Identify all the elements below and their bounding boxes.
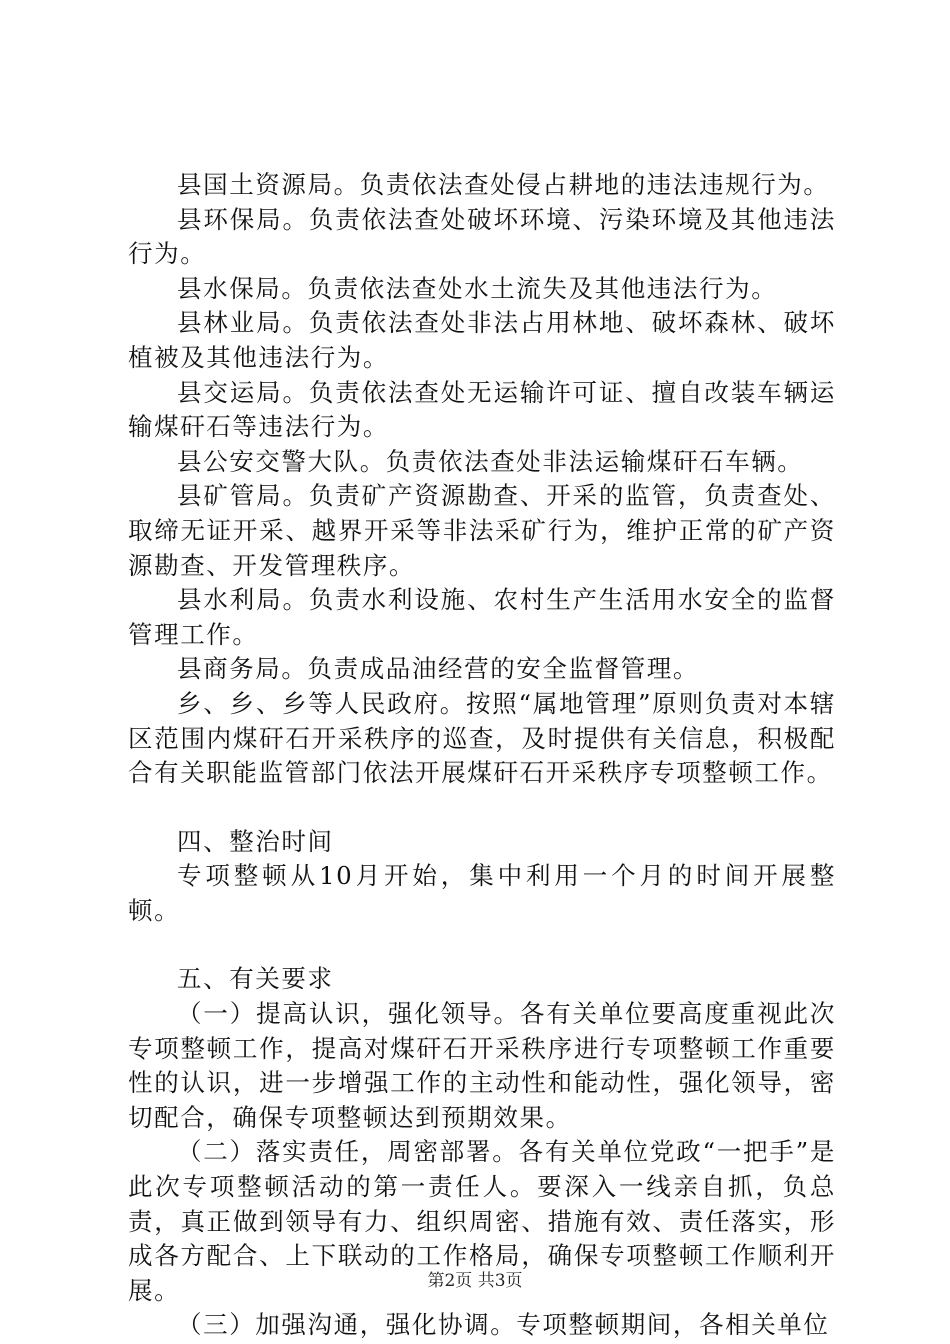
paragraph-traffic-police: 县公安交警大队。负责依法查处非法运输煤矸石车辆。 [177,446,804,476]
paragraph-transport-bureau: 县交运局。负责依法查处无运输许可证、擅自改装车辆运输煤矸石等违法行为。 [128,377,836,442]
page-number-footer: 第2页 共3页 [427,1271,523,1291]
section-gap [128,928,836,962]
paragraph-water-bureau: 县水利局。负责水利设施、农村生产生活用水安全的监督管理工作。 [128,585,836,649]
section-5-item-1: （一）提高认识，强化领导。各有关单位要高度重视此次专项整顿工作，提高对煤矸石开采秩序进行专项整顿工作重要性的认识，进一步增强工作的主动性和能动性，强化领导，密切配合，确保专项整顿达到预期效果。 [128,999,836,1132]
section-5-item-3: （三）加强沟通，强化协调。专项整顿期间，各相关单位 [177,1310,830,1340]
paragraph-township-governments: 乡、乡、乡等人民政府。按照“属地管理”原则负责对本辖区范围内煤矸石开采秩序的巡查，及时提供有关信息，积极配合有关职能监管部门依法开展煤矸石开采秩序专项整顿工作。 [128,688,836,788]
paragraph-land-bureau: 县国土资源局。负责依法查处侵占耕地的违法违规行为。 [177,170,830,199]
section-4-heading: 四、整治时间 [177,826,334,856]
paragraph-forestry-bureau: 县林业局。负责依法查处非法占用林地、破坏森林、破坏植被及其他违法行为。 [128,308,836,372]
section-4-body: 专项整顿从10月开始，集中利用一个月的时间开展整顿。 [128,861,836,925]
paragraph-environment-bureau: 县环保局。负责依法查处破坏环境、污染环境及其他违法行为。 [128,204,836,269]
section-gap [128,791,836,825]
document-body [128,168,836,1343]
paragraph-commerce-bureau: 县商务局。负责成品油经营的安全监督管理。 [177,654,699,684]
paragraph-mining-bureau: 县矿管局。负责矿产资源勘查、开采的监管，负责查处、取缔无证开采、越界开采等非法采矿行为，维护正常的矿产资源勘查、开发管理秩序。 [128,481,836,580]
section-5-heading: 五、有关要求 [177,964,334,994]
section-5-item-2: （二）落实责任，周密部署。各有关单位党政“一把手”是此次专项整顿活动的第一责任人。要深入一线亲自抓，负总责，真正做到领导有力、组织周密、措施有效、责任落实，形成各方配合、上下联动的工作格局，确保专项整顿工作顺利开展。 [128,1137,836,1305]
paragraph-soil-bureau: 县水保局。负责依法查处水土流失及其他违法行为。 [177,273,778,303]
